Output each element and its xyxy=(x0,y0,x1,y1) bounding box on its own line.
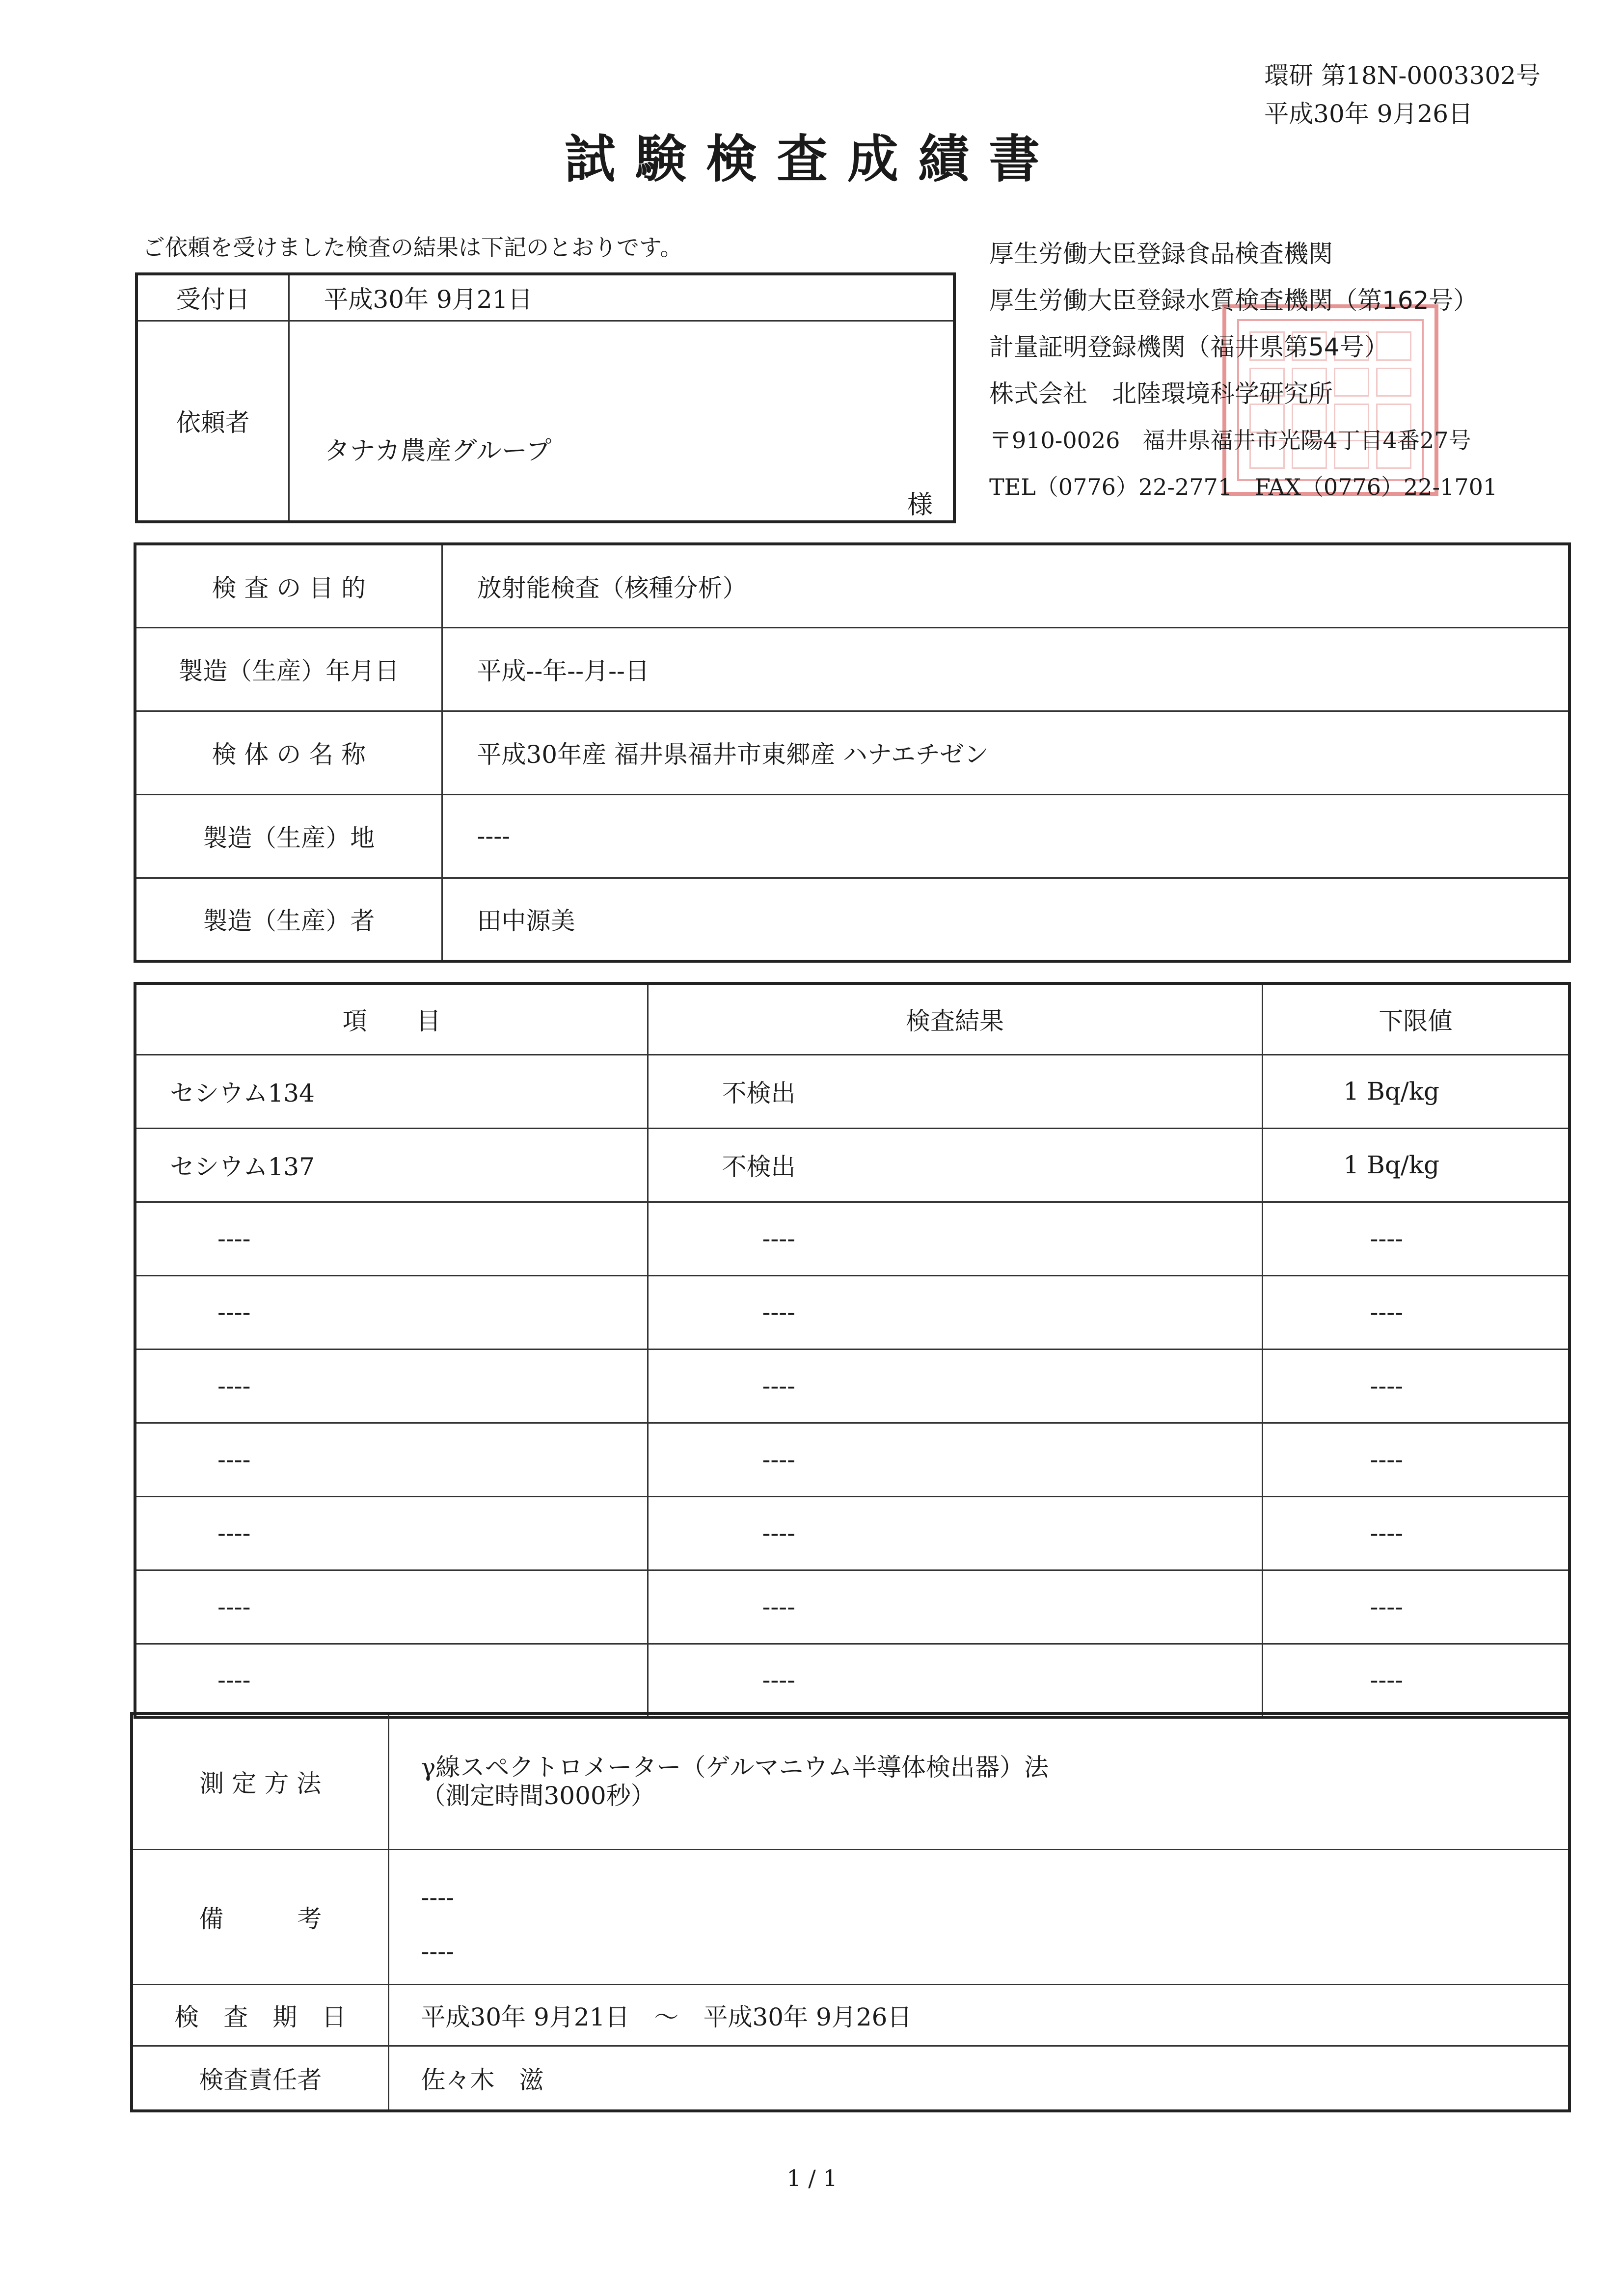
result-limit: 1 Bq/kg xyxy=(1262,1054,1570,1128)
requester-cell xyxy=(289,321,954,522)
results-table xyxy=(134,982,1571,1719)
issuer-company: 株式会社 北陸環境科学研究所 xyxy=(989,379,1333,408)
issuer-block xyxy=(989,231,1497,511)
intro-text: ご依頼を受けました検査の結果は下記のとおりです。 xyxy=(142,234,683,261)
page-number: 1 / 1 xyxy=(786,2165,838,2191)
table-row xyxy=(135,1644,1570,1717)
sample-label: 検 体 の 名 称 xyxy=(135,711,442,794)
method-value xyxy=(388,1713,1570,1849)
result-limit: ---- xyxy=(1262,1496,1570,1570)
issuer-address: 〒910-0026 福井県福井市光陽4丁目4番27号 xyxy=(989,427,1471,454)
sample-value: 平成30年産 福井県福井市東郷産 ハナエチゼン xyxy=(442,711,1570,794)
results-header-row xyxy=(135,983,1570,1054)
result-value: ---- xyxy=(648,1275,1262,1349)
remarks-value xyxy=(388,1849,1570,1984)
result-value: 不検出 xyxy=(648,1128,1262,1202)
table-row xyxy=(135,1128,1570,1202)
sample-value: 田中源美 xyxy=(442,878,1570,961)
requester-value: タナカ農産グループ xyxy=(324,436,552,466)
result-value: ---- xyxy=(648,1423,1262,1496)
result-item: ---- xyxy=(135,1349,648,1423)
table-row xyxy=(135,1496,1570,1570)
sample-value: 放射能検査（核種分析） xyxy=(442,544,1570,627)
header-result: 検査結果 xyxy=(648,983,1262,1054)
table-row xyxy=(135,1202,1570,1275)
result-item: ---- xyxy=(135,1423,648,1496)
result-item: セシウム137 xyxy=(135,1128,648,1202)
table-row xyxy=(135,1423,1570,1496)
method-table xyxy=(130,1712,1571,2112)
result-item: ---- xyxy=(135,1496,648,1570)
sample-row xyxy=(135,878,1570,961)
issuer-line-2: 厚生労働大臣登録水質検査機関（第162号） xyxy=(989,286,1478,315)
method-line-2: （測定時間3000秒） xyxy=(421,1782,655,1810)
reception-date-label: 受付日 xyxy=(136,274,289,321)
document-title: 試験検査成績書 xyxy=(564,129,1059,189)
table-row xyxy=(135,1349,1570,1423)
result-limit: ---- xyxy=(1262,1644,1570,1717)
result-limit: ---- xyxy=(1262,1275,1570,1349)
result-item: セシウム134 xyxy=(135,1054,648,1128)
result-value: ---- xyxy=(648,1570,1262,1644)
result-item: ---- xyxy=(135,1644,648,1717)
result-value: 不検出 xyxy=(648,1054,1262,1128)
sample-label: 検 査 の 目 的 xyxy=(135,544,442,627)
issuer-line-1: 厚生労働大臣登録食品検査機関 xyxy=(989,240,1333,268)
issuer-tel: TEL（0776）22-2771 FAX（0776）22-1701 xyxy=(989,474,1498,500)
table-row xyxy=(135,1570,1570,1644)
sample-info-table xyxy=(134,542,1571,963)
result-limit: ---- xyxy=(1262,1423,1570,1496)
sample-value: 平成--年--月--日 xyxy=(442,627,1570,711)
requester-honorific: 様 xyxy=(907,490,933,520)
result-limit: 1 Bq/kg xyxy=(1262,1128,1570,1202)
result-value: ---- xyxy=(648,1202,1262,1275)
sample-value: ---- xyxy=(442,794,1570,878)
result-limit: ---- xyxy=(1262,1202,1570,1275)
result-limit: ---- xyxy=(1262,1570,1570,1644)
method-label: 測 定 方 法 xyxy=(132,1713,388,1849)
remarks-line-1: ---- xyxy=(421,1883,455,1912)
result-limit: ---- xyxy=(1262,1349,1570,1423)
result-value: ---- xyxy=(648,1349,1262,1423)
header-item: 項 目 xyxy=(135,983,648,1054)
period-label: 検 査 期 日 xyxy=(132,1984,388,2046)
result-item: ---- xyxy=(135,1202,648,1275)
sample-row xyxy=(135,711,1570,794)
result-value: ---- xyxy=(648,1496,1262,1570)
table-row xyxy=(135,1054,1570,1128)
responsible-label: 検査責任者 xyxy=(132,2046,388,2111)
sample-row xyxy=(135,627,1570,711)
remarks-label: 備 考 xyxy=(132,1849,388,1984)
reception-date-value: 平成30年 9月21日 xyxy=(289,274,954,321)
sample-row xyxy=(135,544,1570,627)
reception-table xyxy=(135,272,956,523)
responsible-value: 佐々木 滋 xyxy=(388,2046,1570,2111)
sample-label: 製造（生産）地 xyxy=(135,794,442,878)
remarks-line-2: ---- xyxy=(421,1937,455,1966)
header-limit: 下限値 xyxy=(1262,983,1570,1054)
result-item: ---- xyxy=(135,1275,648,1349)
result-item: ---- xyxy=(135,1570,648,1644)
method-line-1: γ線スペクトロメーター（ゲルマニウム半導体検出器）法 xyxy=(421,1753,1049,1782)
sample-label: 製造（生産）年月日 xyxy=(135,627,442,711)
sample-label: 製造（生産）者 xyxy=(135,878,442,961)
reference-number: 環研 第18N-0003302号 xyxy=(1264,61,1541,90)
period-value: 平成30年 9月21日 ～ 平成30年 9月26日 xyxy=(388,1984,1570,2046)
result-value: ---- xyxy=(648,1644,1262,1717)
table-row xyxy=(135,1275,1570,1349)
issuer-line-3: 計量証明登録機関（福井県第54号） xyxy=(989,333,1389,361)
sample-row xyxy=(135,794,1570,878)
issue-date: 平成30年 9月26日 xyxy=(1264,100,1473,128)
requester-label: 依頼者 xyxy=(136,321,289,522)
